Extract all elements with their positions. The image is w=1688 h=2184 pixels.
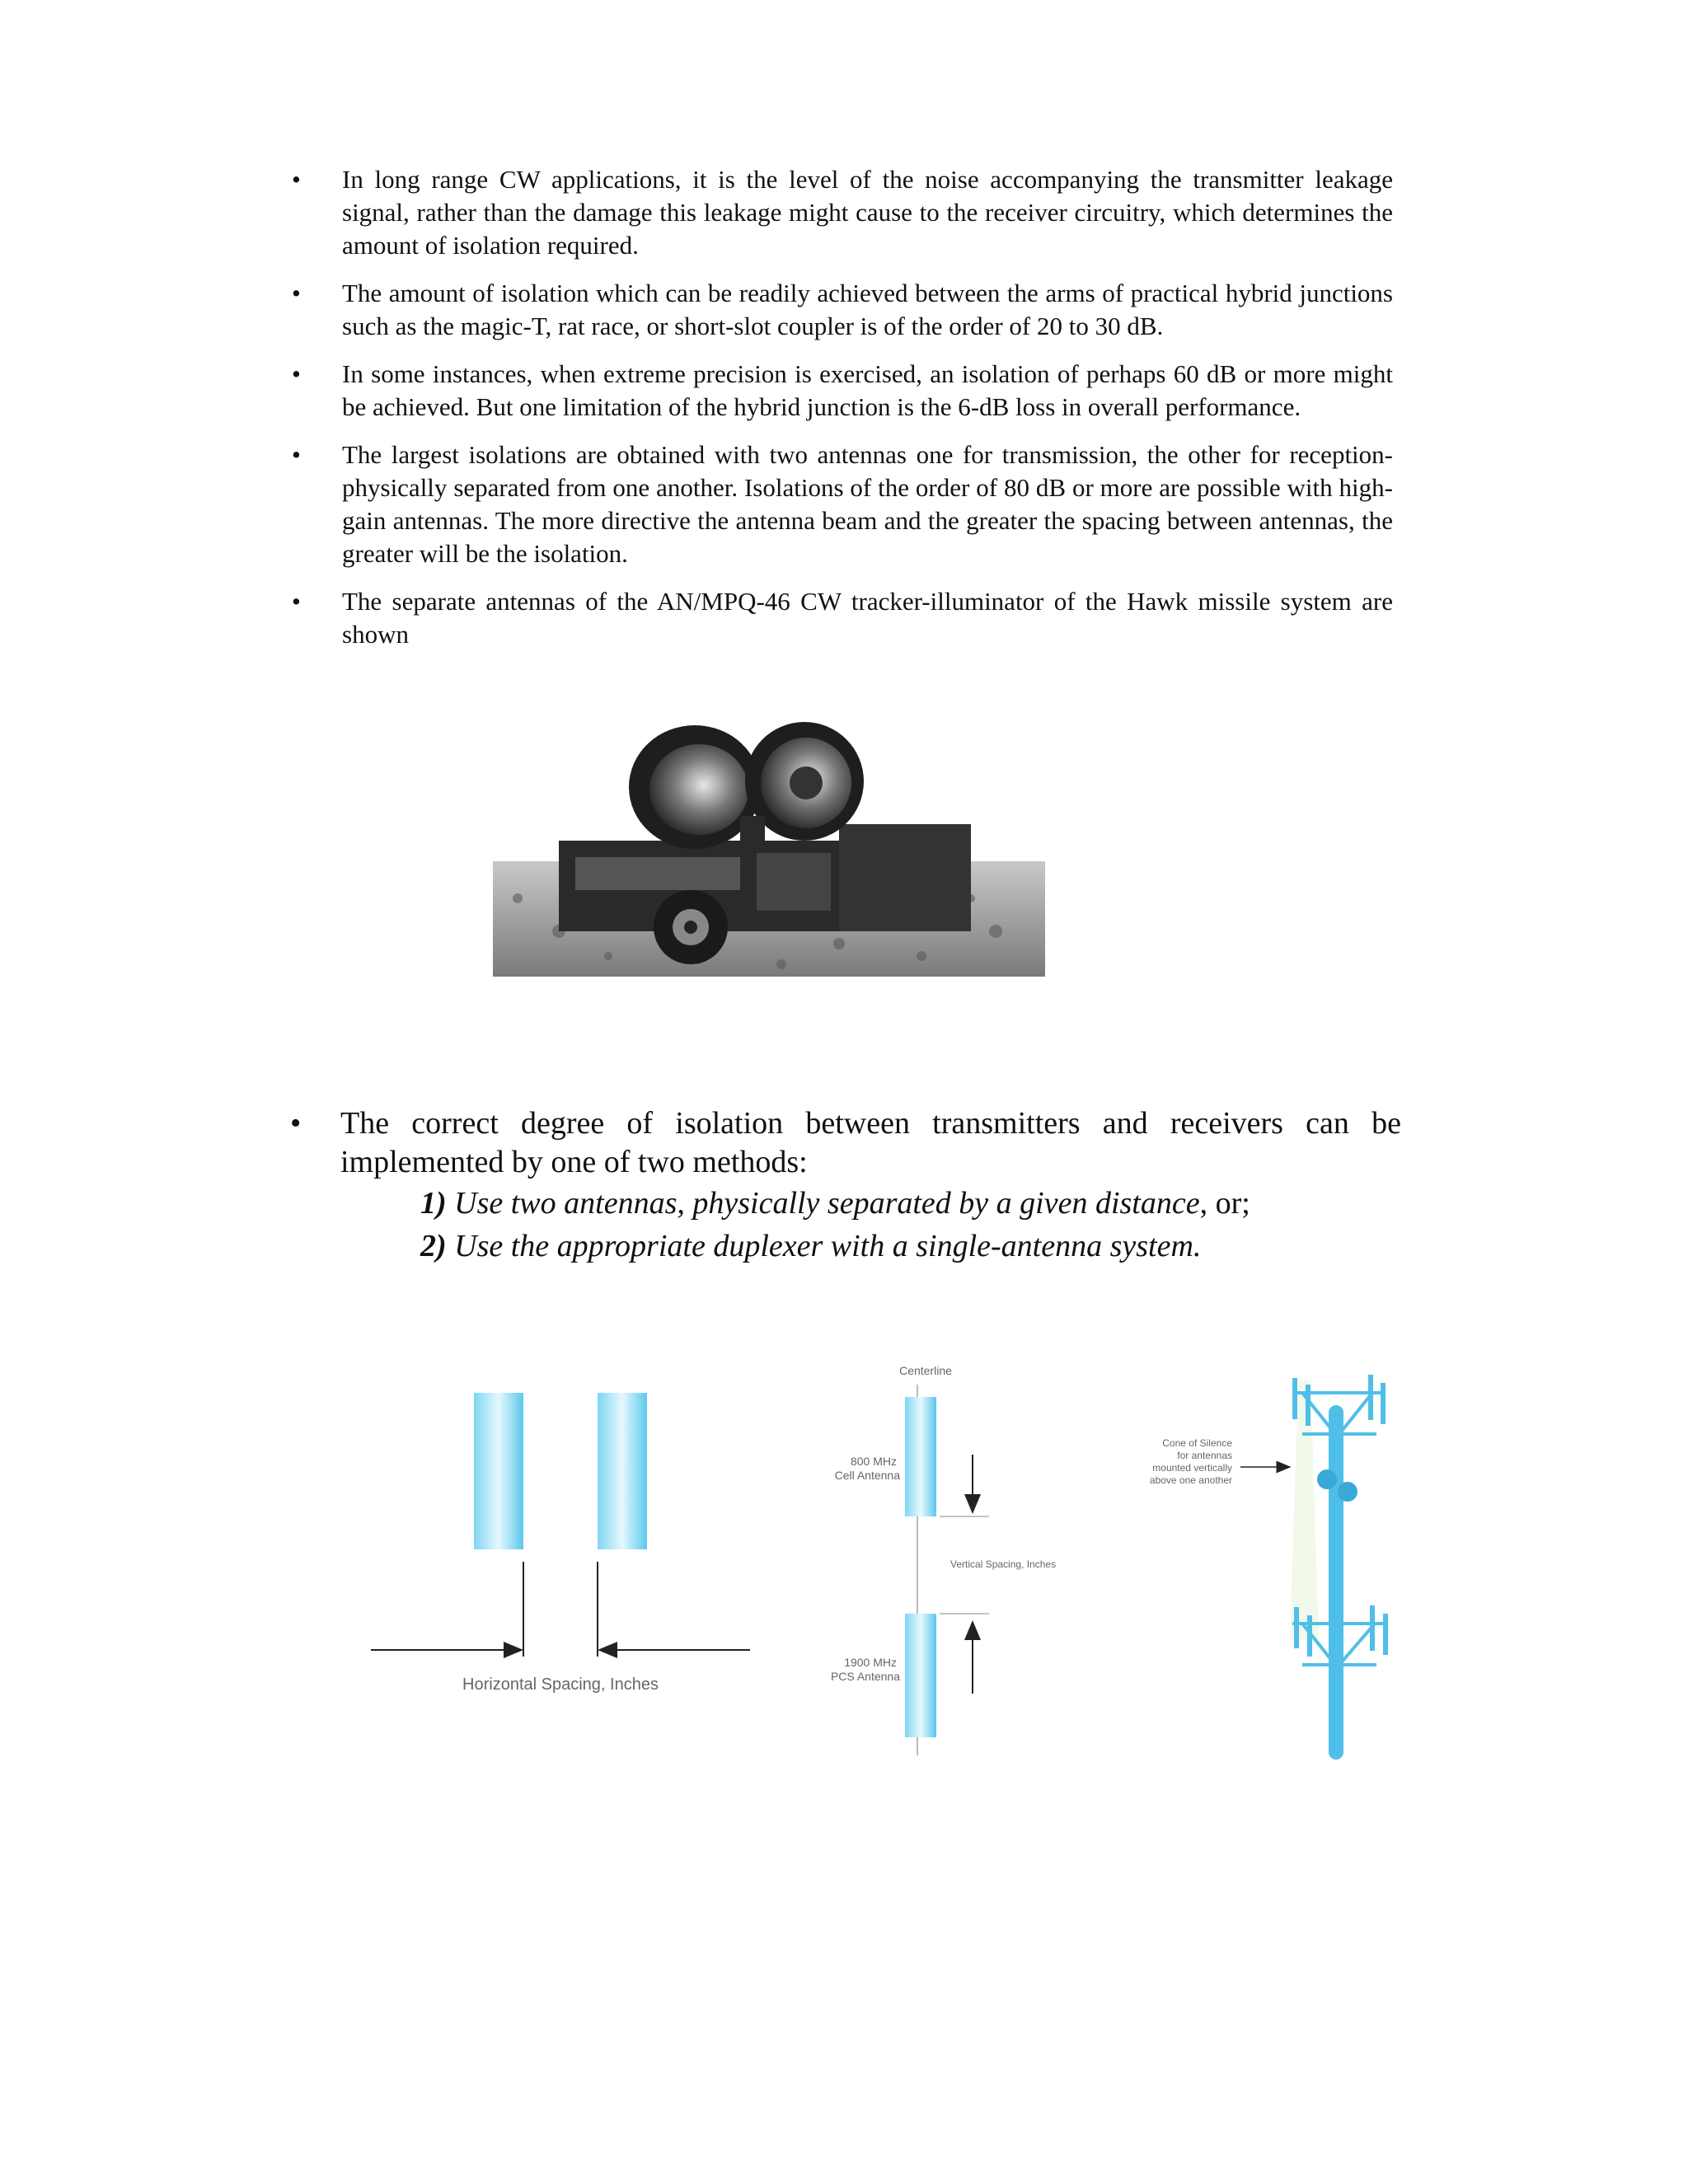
bullet-item	[280, 358, 1393, 424]
vertical-spacing-label: Vertical Spacing, Inches	[950, 1558, 1057, 1570]
cone-label-line3: mounted vertically	[1152, 1462, 1232, 1474]
left-antenna	[474, 1393, 523, 1549]
bullet-text: The amount of isolation which can be readily achieved between the arms of practical hybrid junctions such as the magic-T, rat race, or short-slot coupler is of the order of 20 to 30 dB.	[342, 279, 1393, 340]
bullet-symbol: •	[292, 587, 301, 616]
tower-panel	[1150, 1375, 1388, 1760]
methods-intro-text: The correct degree of isolation between transmitters and receivers can be implemented by one of two methods:	[340, 1106, 1401, 1179]
method-2-number: 2)	[420, 1229, 447, 1263]
bullet-symbol: •	[292, 279, 301, 307]
cone-of-silence	[1290, 1380, 1319, 1640]
method-2	[420, 1225, 1401, 1268]
cone-label-line2: for antennas	[1177, 1450, 1232, 1461]
bullet-text: The separate antennas of the AN/MPQ-46 CW tracker-illuminator of the Hawk missile system are shown	[342, 587, 1393, 649]
bullet-item	[280, 277, 1393, 343]
methods-section	[280, 1104, 1401, 1268]
bullet-list	[280, 163, 1393, 666]
bullet-text: In long range CW applications, it is the level of the noise accompanying the transmitter leakage signal, rather than the damage this leakage might cause to the receiver circuitry, which determines the amount of isolation required.	[342, 165, 1393, 260]
bullet-symbol: •	[292, 440, 301, 469]
bullet-item	[280, 163, 1393, 262]
bullet-item	[280, 438, 1393, 570]
vertical-spacing-panel	[831, 1364, 1056, 1755]
bullet-symbol: •	[292, 359, 301, 388]
method-2-text: Use the appropriate duplexer with a single-antenna system.	[454, 1229, 1202, 1263]
bullet-text: In some instances, when extreme precision is exercised, an isolation of perhaps 60 dB or more might be achieved. But one limitation of the hybrid junction is the 6-dB loss in overall performance.	[342, 359, 1393, 421]
cell-label-line2: Cell Antenna	[834, 1469, 900, 1482]
method-1-text: Use two antennas, physically separated by a given distance	[454, 1186, 1200, 1221]
method-1-tail: , or;	[1199, 1186, 1250, 1221]
bullet-symbol: •	[292, 165, 301, 194]
horizontal-spacing-label: Horizontal Spacing, Inches	[462, 1675, 659, 1694]
pcs-label-line1: 1900 MHz	[844, 1656, 897, 1669]
tower-pole	[1329, 1405, 1343, 1760]
bullet-text: The largest isolations are obtained with two antennas one for transmission, the other for reception-physically separated from one another. Isolations of the order of 80 dB or more are possible with high-gain antennas. The more directive the antenna beam and the greater the spacing between antennas, the greater will be the isolation.	[342, 440, 1393, 568]
cell-antenna	[905, 1397, 936, 1516]
radar-photo	[493, 709, 1045, 977]
bullet-item	[280, 585, 1393, 651]
right-antenna	[598, 1393, 647, 1549]
cell-label-line1: 800 MHz	[850, 1455, 897, 1468]
horizontal-spacing-panel	[371, 1393, 750, 1694]
method-1	[420, 1182, 1401, 1225]
method-1-number: 1)	[420, 1186, 447, 1221]
pcs-antenna	[905, 1614, 936, 1737]
centerline-label: Centerline	[899, 1364, 952, 1377]
cone-label-line4: above one another	[1149, 1474, 1232, 1486]
pcs-label-line2: PCS Antenna	[830, 1670, 900, 1683]
methods-intro	[280, 1104, 1401, 1182]
bullet-symbol: •	[290, 1106, 302, 1141]
antenna-spacing-diagram	[363, 1360, 1401, 1772]
cone-label-line1: Cone of Silence	[1162, 1437, 1232, 1449]
